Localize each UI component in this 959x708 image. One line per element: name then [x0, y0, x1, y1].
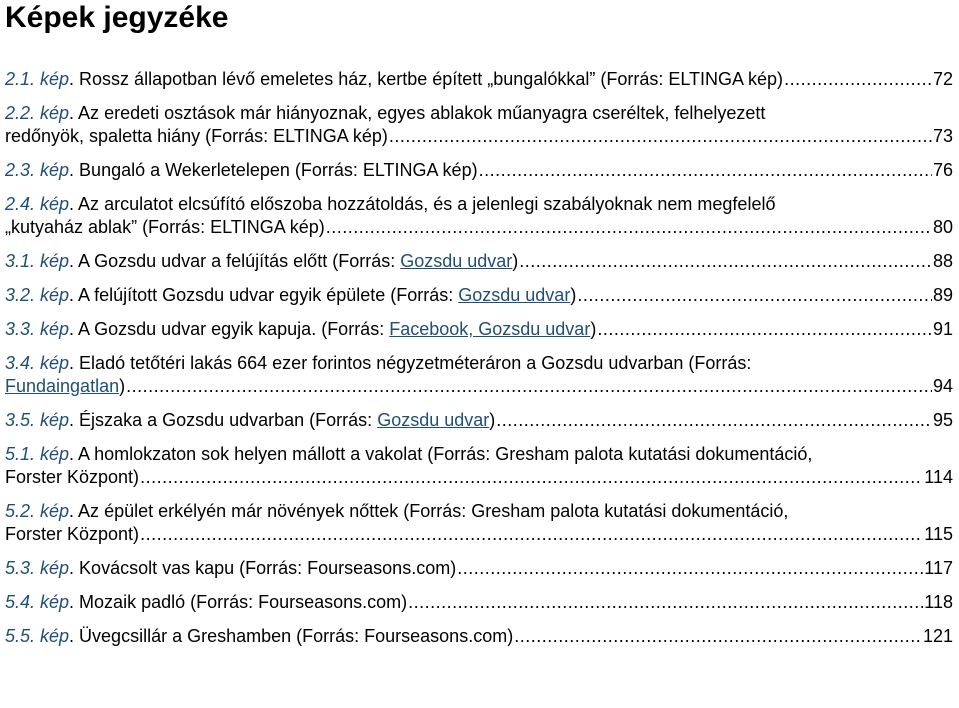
caption-text-end: ): [119, 376, 126, 396]
entry-number: 2.3. kép: [5, 160, 70, 180]
caption-text: . A Gozsdu udvar a felújítás előtt (Forrás:: [69, 251, 401, 271]
list-item[interactable]: [5, 193, 953, 239]
dot-leader: [408, 591, 923, 614]
list-item[interactable]: [5, 159, 953, 182]
entry-caption: [69, 284, 576, 307]
entry-caption-continued: Forster Központ): [5, 467, 140, 487]
list-item[interactable]: [5, 68, 953, 91]
page-number: 121: [922, 626, 953, 646]
page-number: 115: [924, 524, 953, 544]
entry-caption: . Mozaik padló (Forrás: Fourseasons.com): [69, 592, 408, 612]
source-link[interactable]: Fundaingatlan: [5, 376, 120, 396]
caption-text-end: ): [489, 410, 496, 430]
dot-leader: [479, 159, 932, 182]
page-number: 118: [924, 592, 953, 612]
entry-number: 2.2. kép: [5, 103, 70, 123]
dot-leader: [326, 216, 932, 239]
caption-text: . Éjszaka a Gozsdu udvarban (Forrás:: [69, 410, 378, 430]
list-item[interactable]: [5, 500, 953, 546]
entry-caption-continued: „kutyaház ablak” (Forrás: ELTINGA kép): [5, 217, 325, 237]
page-number: 114: [924, 467, 953, 487]
entry-caption: . A homlokzaton sok helyen mállott a vakolat (Forrás: Gresham palota kutatási dokumentáció,: [69, 444, 813, 464]
entry-caption-continued: Forster Központ): [5, 524, 140, 544]
list-item[interactable]: [5, 557, 953, 580]
caption-text-end: ): [590, 319, 597, 339]
list-item[interactable]: [5, 284, 953, 307]
page-number: 117: [924, 558, 953, 578]
dot-leader: [519, 250, 932, 273]
list-item[interactable]: [5, 409, 953, 432]
figure-list: [5, 68, 953, 659]
entry-caption: . Kovácsolt vas kapu (Forrás: Fourseasons.com): [69, 558, 457, 578]
source-link[interactable]: Facebook, Gozsdu udvar: [389, 319, 591, 339]
page-number: 95: [932, 410, 953, 430]
dot-leader: [496, 409, 932, 432]
dot-leader: [597, 318, 932, 341]
entry-number: 5.5. kép: [5, 626, 70, 646]
entry-number: 5.4. kép: [5, 592, 70, 612]
list-item[interactable]: [5, 318, 953, 341]
list-item[interactable]: [5, 352, 953, 398]
entry-number: 2.1. kép: [5, 69, 70, 89]
entry-number: 5.2. kép: [5, 501, 70, 521]
page-number: 89: [932, 285, 953, 305]
entry-number: 3.5. kép: [5, 410, 70, 430]
caption-text: . A felújított Gozsdu udvar egyik épülete (Forrás:: [69, 285, 459, 305]
list-item[interactable]: [5, 625, 953, 648]
caption-text-end: ): [570, 285, 577, 305]
entry-caption: . Az eredeti osztások már hiányoznak, egyes ablakok műanyagra cseréltek, felhelyezett: [69, 103, 766, 123]
entry-caption: . Bungaló a Wekerletelepen (Forrás: ELTINGA kép): [69, 160, 478, 180]
dot-leader: [514, 625, 922, 648]
entry-number: 3.1. kép: [5, 251, 70, 271]
source-link[interactable]: Gozsdu udvar: [458, 285, 571, 305]
list-item[interactable]: [5, 250, 953, 273]
caption-text: . A Gozsdu udvar egyik kapuja. (Forrás:: [69, 319, 390, 339]
entry-number: 3.3. kép: [5, 319, 70, 339]
source-link[interactable]: Gozsdu udvar: [377, 410, 490, 430]
entry-number: 2.4. kép: [5, 194, 70, 214]
caption-text-end: ): [512, 251, 519, 271]
entry-caption: . Rossz állapotban lévő emeletes ház, kertbe épített „bungalókkal” (Forrás: ELTINGA kép): [69, 69, 784, 89]
entry-caption-continued: [5, 375, 125, 398]
page-number: 91: [932, 319, 953, 339]
page-number: 73: [932, 126, 953, 146]
entry-caption: [69, 409, 495, 432]
source-link[interactable]: Gozsdu udvar: [400, 251, 513, 271]
dot-leader: [140, 523, 923, 546]
dot-leader: [457, 557, 923, 580]
entry-caption: . Az épület erkélyén már növények nőttek (Forrás: Gresham palota kutatási dokumentáció,: [69, 501, 789, 521]
entry-number: 5.1. kép: [5, 444, 70, 464]
page-title: Képek jegyzéke: [5, 1, 229, 34]
list-item[interactable]: [5, 102, 953, 148]
entry-caption-continued: redőnyök, spaletta hiány (Forrás: ELTINGA kép): [5, 126, 388, 146]
entry-number: 3.4. kép: [5, 353, 70, 373]
dot-leader: [389, 125, 932, 148]
dot-leader: [140, 466, 923, 489]
list-item[interactable]: [5, 443, 953, 489]
dot-leader: [126, 375, 932, 398]
entry-number: 5.3. kép: [5, 558, 70, 578]
list-item[interactable]: [5, 591, 953, 614]
page-number: 88: [932, 251, 953, 271]
entry-number: 3.2. kép: [5, 285, 70, 305]
entry-caption: . Üvegcsillár a Greshamben (Forrás: Fourseasons.com): [69, 626, 514, 646]
page-number: 94: [932, 376, 953, 396]
dot-leader: [577, 284, 932, 307]
entry-caption: . Az arculatot elcsúfító előszoba hozzátoldás, és a jelenlegi szabályoknak nem megfelelő: [69, 194, 776, 214]
dot-leader: [784, 68, 932, 91]
page-number: 72: [932, 69, 953, 89]
page-number: 76: [932, 160, 953, 180]
entry-caption: . Eladó tetőtéri lakás 664 ezer forintos négyzetméteráron a Gozsdu udvarban (Forrás:: [69, 353, 752, 373]
page-number: 80: [932, 217, 953, 237]
entry-caption: [69, 318, 596, 341]
entry-caption: [69, 250, 518, 273]
